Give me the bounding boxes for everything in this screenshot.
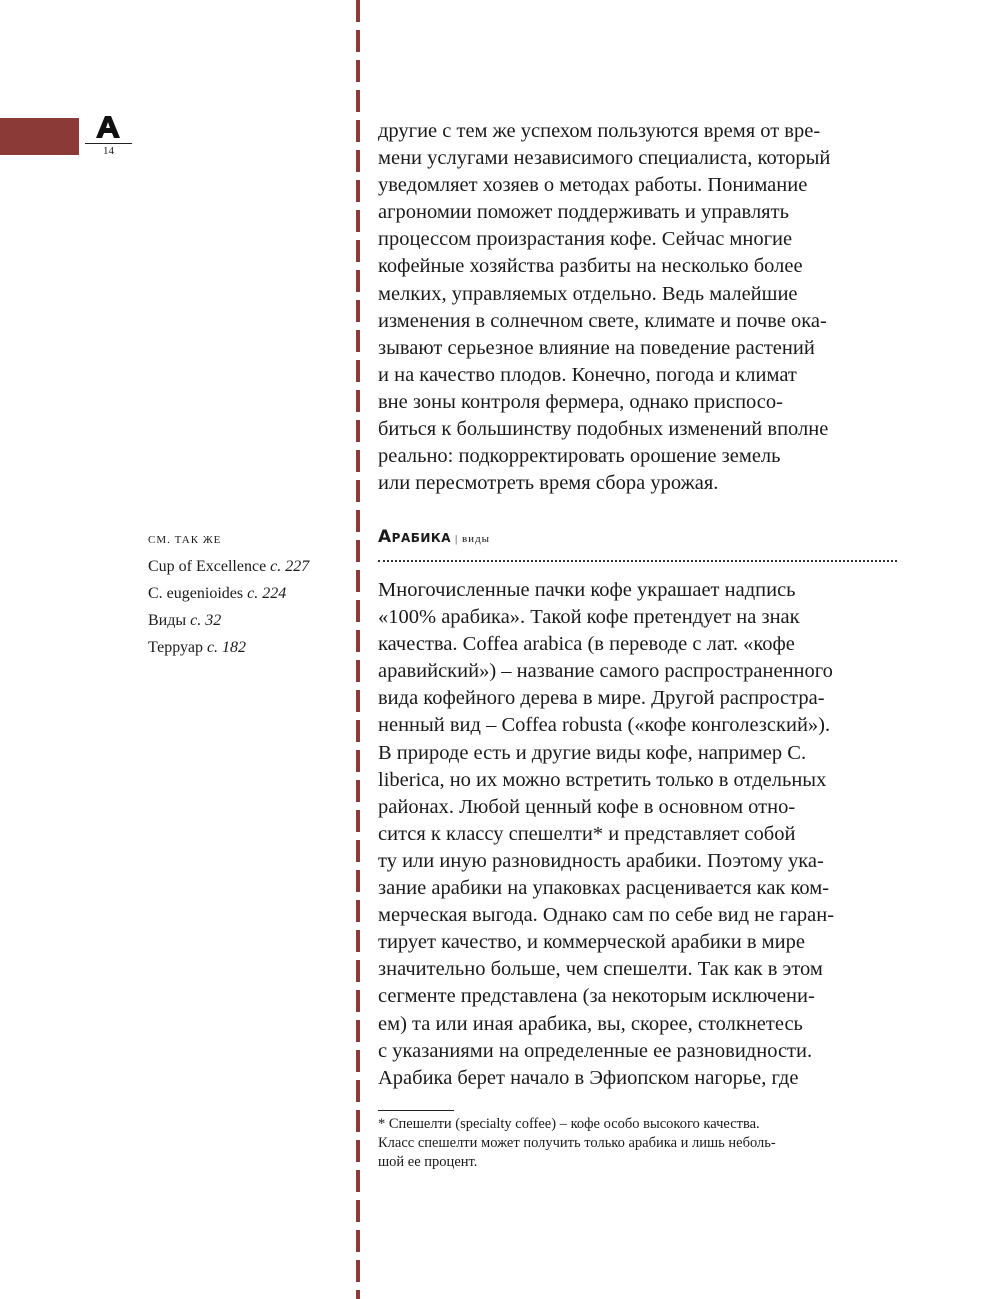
section-subtitle: | виды [455,533,491,545]
text-line: районах. Любой ценный кофе в основном отно- [378,795,796,818]
text-line: реально: подкорректировать орошение земель [378,445,781,468]
text-line: сится к классу спешелти* и представляет собой [378,822,796,845]
dashed-column-divider [356,0,360,1299]
see-also-label: Терруар [148,639,203,656]
section-heading [378,527,490,547]
text-line: зание арабики на упаковках расценивается как ком- [378,877,830,900]
see-also-label: Cup of Excellence [148,558,267,575]
text-line: liberica, но их можно встретить только в отдельных [378,768,827,791]
text-line: мерческая выгода. Однако сам по себе вид не гаран- [378,904,835,927]
text-line: биться к большинству подобных изменений вполне [378,418,829,441]
text-line: Многочисленные пачки кофе украшает надпись [378,579,796,601]
see-also-page: с. 32 [190,612,222,629]
text-line: тирует качество, и коммерческой арабики в мире [378,931,805,954]
see-also-label: Виды [148,612,187,629]
body-paragraph [378,577,834,1092]
text-line: изменения в солнечном свете, климате и почве ока- [378,309,827,332]
footnote-rule [378,1110,454,1111]
text-line: значительно больше, чем спешелти. Так как в этом [378,958,823,981]
text-line: В природе есть и другие виды кофе, например C. [378,741,807,764]
chapter-letter-logo-icon [96,116,120,138]
text-line: агрономии поможет поддерживать и управлять [378,201,789,224]
text-line: вида кофейного дерева в мире. Другой распростра- [378,687,825,710]
see-also-link[interactable] [148,553,309,580]
page-number: 14 [103,145,114,157]
text-line: зывают серьезное влияние на поведение растений [378,336,815,359]
text-line: мени услугами независимого специалиста, который [378,147,831,170]
see-also-link[interactable] [148,607,309,634]
text-line: качества. Coffea arabica (в переводе с лат. «кофе [378,633,795,656]
text-line: аравийский») – название самого распространенного [378,660,833,683]
text-line: ем) та или иная арабика, вы, скорее, столкнетесь [378,1012,803,1035]
text-line: с указаниями на определенные ее разновидности. [378,1039,813,1062]
see-also-link[interactable] [148,580,309,607]
text-line: «100% арабика». Такой кофе претендует на знак [378,606,800,629]
footnote-line: * Спешелти (specialty coffee) – кофе особо высокого качества. [378,1116,760,1132]
text-line: или пересмотреть время сбора урожая. [378,472,719,495]
see-also [148,534,309,661]
top-paragraph [378,118,830,497]
text-line: кофейные хозяйства разбиты на несколько более [378,255,803,278]
text-line: вне зоны контроля фермера, однако приспосо- [378,390,783,413]
section-title: Арабика [378,527,452,547]
dotted-rule [378,560,897,562]
text-line: сегменте представлена (за некоторым исключени- [378,985,815,1008]
text-line: ненный вид – Coffea robusta («кофе конголезский»). [378,714,831,737]
page-number-rule [85,143,132,144]
see-also-page: с. 182 [206,639,247,656]
text-line: Арабика берет начало в Эфиопском нагорье, где [378,1066,799,1089]
footnote-line: шой ее процент. [378,1154,478,1170]
see-also-page: с. 227 [270,558,310,575]
see-also-page: с. 224 [247,585,287,602]
see-also-link[interactable] [148,634,309,661]
footnote [378,1115,776,1172]
text-line: и на качество плодов. Конечно, погода и климат [378,363,797,386]
footnote-line: Класс спешелти может получить только арабика и лишь неболь- [378,1135,776,1151]
text-line: ту или иную разновидность арабики. Поэтому ука- [378,849,824,872]
text-line: процессом произрастания кофе. Сейчас многие [378,228,793,251]
chapter-tab [0,118,79,155]
see-also-label: C. eugenioides [148,585,244,602]
text-line: другие с тем же успехом пользуются время от вре- [378,120,821,142]
see-also-title: СМ. ТАК ЖЕ [148,534,222,546]
text-line: уведомляет хозяев о методах работы. Понимание [378,174,808,197]
text-line: мелких, управляемых отдельно. Ведь малейшие [378,282,798,305]
